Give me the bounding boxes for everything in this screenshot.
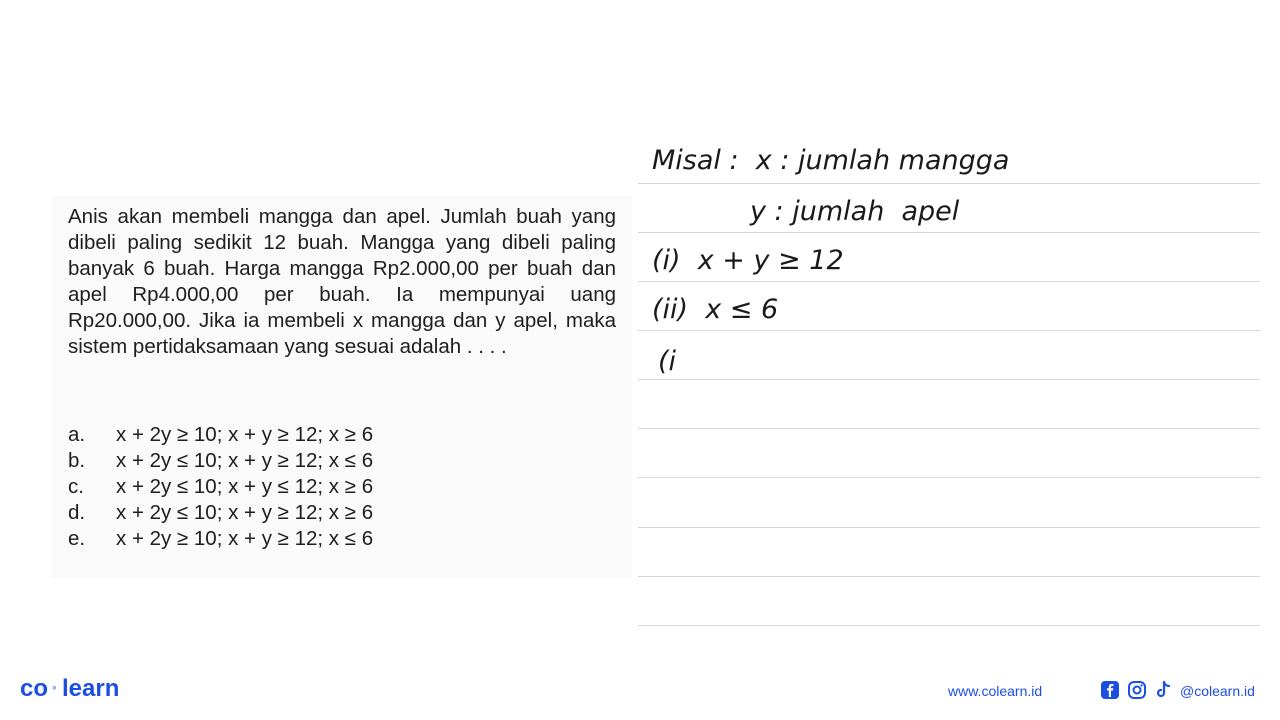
option-b [68,448,373,474]
option-text: x + 2y ≤ 10; x + y ≤ 12; x ≥ 6 [116,475,374,498]
note-line-2: y : jumlah apel [750,196,960,227]
note-line-1: Misal : x : jumlah mangga [652,145,1010,176]
option-letter: c. [68,475,84,498]
option-text: x + 2y ≥ 10; x + y ≥ 12; x ≥ 6 [116,423,374,446]
logo-text-co: co [20,675,49,702]
ruled-line [638,281,1260,282]
handwritten-notes [638,0,1260,720]
facebook-icon [1100,680,1120,700]
instagram-icon [1127,680,1147,700]
ruled-line [638,232,1260,233]
website-url: www.colearn.id [948,683,1043,699]
logo-dot: · [51,675,60,702]
ruled-line [638,428,1260,429]
option-text: x + 2y ≤ 10; x + y ≥ 12; x ≥ 6 [116,501,374,524]
option-letter: e. [68,527,86,550]
social-handle: @colearn.id [1180,683,1255,699]
option-text: x + 2y ≥ 10; x + y ≥ 12; x ≤ 6 [116,527,374,550]
ruled-line [638,625,1260,626]
option-d [68,500,373,526]
note-line-3: (i) x + y ≥ 12 [652,245,844,276]
question-text: Anis akan membeli mangga dan apel. Jumlah buah yang dibeli paling sedikit 12 buah. Mangga yang dibeli paling banyak 6 buah. Harga mangga Rp2.000,00 per buah dan apel Rp4.000,00 per buah. Ia mempunyai uang Rp20.000,00. Jika ia membeli x mangga dan y apel, maka sistem pertidaksamaan yang sesuai adalah . . . . [68,205,616,358]
tiktok-icon [1153,680,1173,700]
ruled-line [638,477,1260,478]
option-letter: d. [68,501,86,524]
logo-text-learn: learn [62,675,120,702]
ruled-line [638,527,1260,528]
option-text: x + 2y ≤ 10; x + y ≥ 12; x ≤ 6 [116,449,374,472]
colearn-logo [20,675,119,703]
ruled-line [638,379,1260,380]
option-a [68,422,373,448]
ruled-line [638,183,1260,184]
note-line-5: (i [658,346,677,377]
option-e [68,526,373,552]
option-letter: b. [68,449,86,472]
note-line-4: (ii) x ≤ 6 [652,294,779,325]
question-panel [52,196,632,578]
option-c [68,474,373,500]
answer-options [68,422,373,552]
ruled-line [638,330,1260,331]
ruled-line [638,576,1260,577]
option-letter: a. [68,423,86,446]
